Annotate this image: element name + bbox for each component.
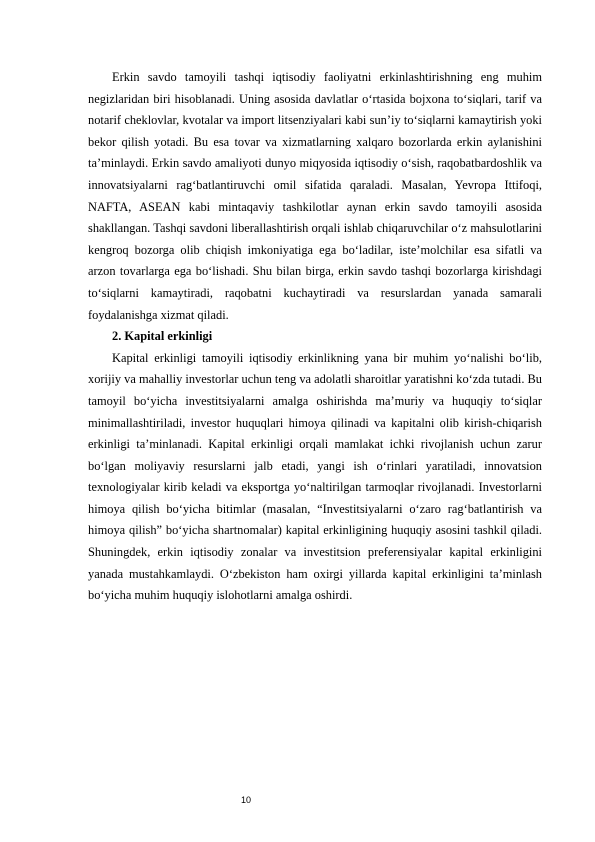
paragraph-capital-freedom: Kapital erkinligi tamoyili iqtisodiy erkinlikning yana bir muhim yo‘nalishi bo‘lib, xorijiy va mahalliy investorlar uchun teng va adolatli sharoitlar yaratishni ko‘zda tutadi. Bu tamoyil bo‘yicha investitsiyalarni amalga oshirishda ma’muriy va huquqiy to‘siqlar minimallashtiriladi, investor huquqlari himoya qilinadi va kapitalni olib kirish-chiqarish erkinligi ta’minlanadi. Kapital erkinligi orqali mamlakat ichki rivojlanish uchun zarur bo‘lgan moliyaviy resurslarni jalb etadi, yangi ish o‘rinlari yaratiladi, innovatsion texnologiyalar kirib keladi va eksportga yo‘naltirilgan tarmoqlar rivojlanadi. Investorlarni himoya qilish bo‘yicha bitimlar (masalan, “Investitsiyalarni o‘zaro rag‘batlantirish va himoya qilish” bo‘yicha shartnomalar) kapital erkinligining huquqiy asosini tashkil qiladi. Shuningdek, erkin iqtisodiy zonalar va investitsion preferensiyalar kapital erkinligini yanada mustahkamlaydi. O‘zbekiston ham oxirgi yillarda kapital erkinligini ta’minlash bo‘yicha muhim huquqiy islohotlarni amalga oshirdi. xyxy=(88,350,542,603)
section-heading-capital-freedom: 2. Kapital erkinligi xyxy=(112,329,213,344)
page-number: 10 xyxy=(241,795,252,805)
paragraph-free-trade: Erkin savdo tamoyili tashqi iqtisodiy faoliyatni erkinlashtirishning eng muhim negizlaridan biri hisoblanadi. Uning asosida davlatlar o‘rtasida bojxona to‘siqlari, tarif va notarif cheklovlar, kvotalar va import litsenziyalari kabi sun’iy to‘siqlarni kamaytirish yoki bekor qilish yotadi. Bu esa tovar va xizmatlarning xalqaro bozorlarda erkin aylanishini ta’minlaydi. Erkin savdo amaliyoti dunyo miqyosida iqtisodiy o‘sish, raqobatbardoshlik va innovatsiyalarni rag‘batlantiruvchi omil sifatida qaraladi. Masalan, Yevropa Ittifoqi, NAFTA, ASEAN kabi mintaqaviy tashkilotlar aynan erkin savdo tamoyili asosida shakllangan. Tashqi savdoni liberallashtirish orqali ishlab chiqaruvchilar o‘z mahsulotlarini kengroq bozorga olib chiqish imkoniyatiga ega bo‘ladilar, iste’molchilar esa sifatli va arzon tovarlarga ega bo‘lishadi. Shu bilan birga, erkin savdo tashqi bozorlarga kirishdagi to‘siqlarni kamaytiradi, raqobatni kuchaytiradi va resurslardan yanada samarali foydalanishga xizmat qiladi. xyxy=(88,70,542,322)
page-body xyxy=(88,67,542,607)
